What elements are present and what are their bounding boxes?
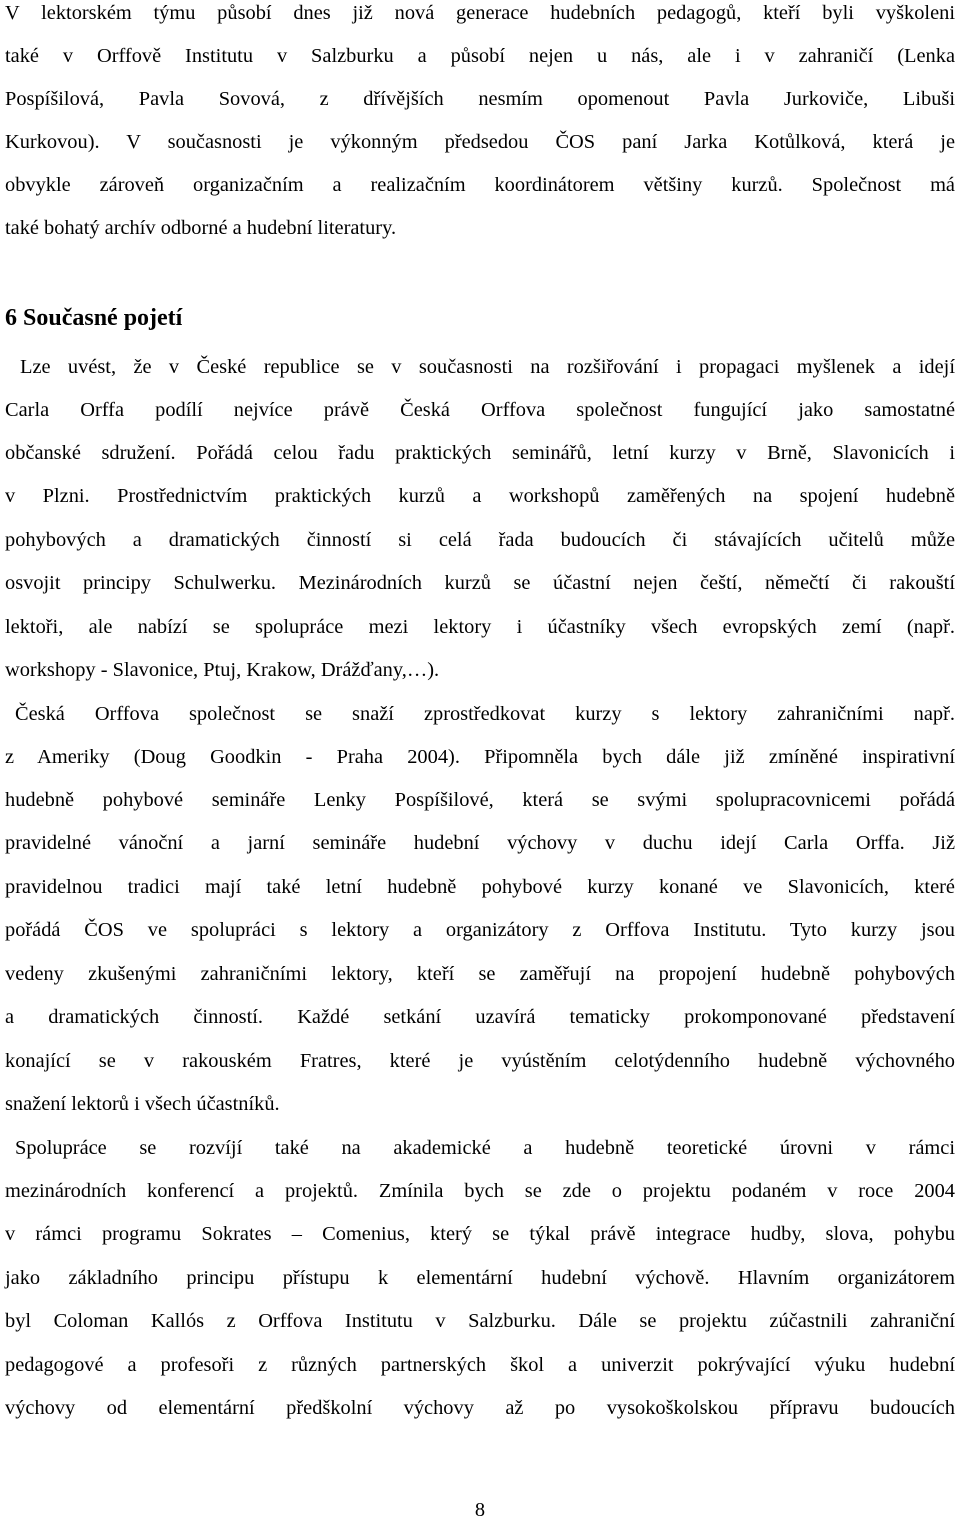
text-line: byl Coloman Kallós z Orffova Institutu v Salzburku. Dále se projektu zúčastnili zahraniční bbox=[5, 1310, 955, 1332]
text-line: v rámci programu Sokrates – Comenius, který se týkal právě integrace hudby, slova, pohybu bbox=[5, 1223, 955, 1245]
text-line: hudebně pohybové semináře Lenky Pospíšilové, která se svými spolupracovnicemi pořádá bbox=[5, 789, 955, 811]
text-line: workshopy - Slavonice, Ptuj, Krakow, Drážďany,…). bbox=[5, 659, 440, 681]
page-number: 8 bbox=[474, 1499, 486, 1521]
text-line: Lze uvést, že v České republice se v současnosti na rozšiřování i propagaci myšlenek a idejí bbox=[20, 356, 955, 378]
text-line: Česká Orffova společnost se snaží zprostředkovat kurzy s lektory zahraničními např. bbox=[15, 703, 955, 725]
text-line: výchovy od elementární předškolní výchovy až po vysokoškolskou přípravu budoucích bbox=[5, 1397, 955, 1419]
text-line: jako základního principu přístupu k elementární hudební výchově. Hlavním organizátorem bbox=[5, 1267, 955, 1289]
text-line: pořádá ČOS ve spolupráci s lektory a organizátory z Orffova Institutu. Tyto kurzy jsou bbox=[5, 919, 955, 941]
text-line: pohybových a dramatických činností si celá řada budoucích či stávajících učitelů může bbox=[5, 529, 955, 551]
text-line: a dramatických činností. Každé setkání uzavírá tematicky prokomponované představení bbox=[5, 1006, 955, 1028]
text-line: Carla Orffa podílí nejvíce právě Česká Orffova společnost fungující jako samostatné bbox=[5, 399, 955, 421]
text-line: pedagogové a profesoři z různých partnerských škol a univerzit pokrývající výuku hudební bbox=[5, 1354, 955, 1376]
text-line: pravidelné vánoční a jarní semináře hudební výchovy v duchu idejí Carla Orffa. Již bbox=[5, 832, 955, 854]
text-line: konající se v rakouském Fratres, které je vyústěním celotýdenního hudebně výchovného bbox=[5, 1050, 955, 1072]
text-line: Kurkovou). V současnosti je výkonným předsedou ČOS paní Jarka Kotůlková, která je bbox=[5, 131, 955, 153]
text-line: z Ameriky (Doug Goodkin - Praha 2004). Připomněla bych dále již zmíněné inspirativní bbox=[5, 746, 955, 768]
text-line: lektoři, ale nabízí se spolupráce mezi lektory i účastníky všech evropských zemí (např. bbox=[5, 616, 955, 638]
text-line: obvykle zároveň organizačním a realizačním koordinátorem většiny kurzů. Společnost má bbox=[5, 174, 955, 196]
text-line: vedeny zkušenými zahraničními lektory, kteří se zaměřují na propojení hudebně pohybových bbox=[5, 963, 955, 985]
text-line: Pospíšilová, Pavla Sovová, z dřívějších nesmím opomenout Pavla Jurkoviče, Libuši bbox=[5, 88, 955, 110]
section-heading: 6 Současné pojetí bbox=[5, 305, 183, 331]
text-line: V lektorském týmu působí dnes již nová generace hudebních pedagogů, kteří byli vyškoleni bbox=[5, 2, 955, 24]
text-line: snažení lektorů i všech účastníků. bbox=[5, 1093, 280, 1115]
text-line: osvojit principy Schulwerku. Mezinárodních kurzů se účastní nejen čeští, němečtí či rakouští bbox=[5, 572, 955, 594]
text-line: také v Orffově Institutu v Salzburku a působí nejen u nás, ale i v zahraničí (Lenka bbox=[5, 45, 955, 67]
text-line: Spolupráce se rozvíjí také na akademické a hudebně teoretické úrovni v rámci bbox=[15, 1137, 955, 1159]
text-line: občanské sdružení. Pořádá celou řadu praktických seminářů, letní kurzy v Brně, Slavonicích i bbox=[5, 442, 955, 464]
text-line: také bohatý archív odborné a hudební literatury. bbox=[5, 217, 397, 239]
text-line: v Plzni. Prostřednictvím praktických kurzů a workshopů zaměřených na spojení hudebně bbox=[5, 485, 955, 507]
text-line: pravidelnou tradici mají také letní hudebně pohybové kurzy konané ve Slavonicích, které bbox=[5, 876, 955, 898]
text-line: mezinárodních konferencí a projektů. Zmínila bych se zde o projektu podaném v roce 2004 bbox=[5, 1180, 955, 1202]
